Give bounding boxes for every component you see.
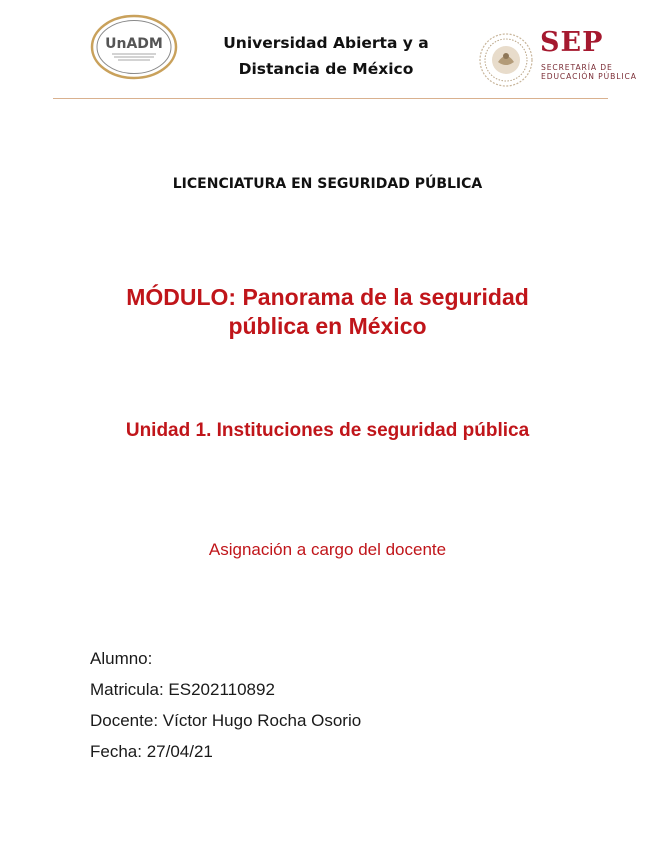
unadm-logo <box>90 14 178 80</box>
module-title-line2: pública en México <box>228 313 427 339</box>
sep-subtitle <box>541 63 637 81</box>
svg-text:UnADM: UnADM <box>105 36 163 52</box>
student-info <box>90 648 361 772</box>
unit-title: Unidad 1. Instituciones de seguridad pública <box>125 420 530 441</box>
alumno-label: Alumno: <box>90 649 153 668</box>
university-name <box>196 30 456 82</box>
page-header <box>0 0 655 100</box>
matricula-line: Matricula: ES202110892 <box>90 680 275 699</box>
university-name-line1: Universidad Abierta y a <box>223 34 429 52</box>
sep-subtitle-line1: SECRETARÍA DE <box>541 63 613 72</box>
module-title <box>90 283 565 341</box>
header-divider <box>53 98 608 99</box>
module-title-line1: MÓDULO: Panorama de la seguridad <box>126 284 529 310</box>
sep-emblem-icon <box>478 32 534 88</box>
docente-line: Docente: Víctor Hugo Rocha Osorio <box>90 711 362 730</box>
university-name-line2: Distancia de México <box>238 60 414 78</box>
sep-subtitle-line2: EDUCACIÓN PÚBLICA <box>541 72 637 81</box>
program-title: LICENCIATURA EN SEGURIDAD PÚBLICA <box>172 176 483 192</box>
fecha-line: Fecha: 27/04/21 <box>90 742 213 761</box>
assignment-title: Asignación a cargo del docente <box>208 540 447 559</box>
sep-acronym: SEP <box>540 27 604 58</box>
